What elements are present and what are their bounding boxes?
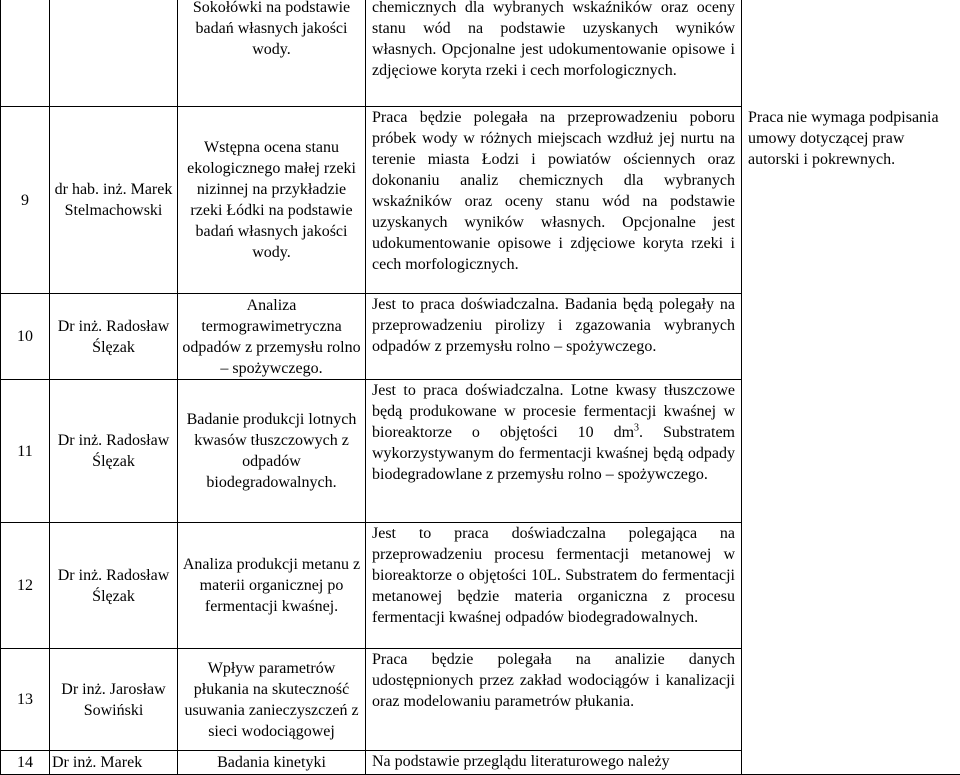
supervisor-cell: Dr inż. Radosław Ślęzak — [50, 294, 178, 380]
description-cell: Praca będzie polegała na analizie danych udostępnionych przez zakład wodociągów i kanalizacji oraz modelowaniu parametrów płukania. — [366, 649, 742, 751]
row-number — [1, 0, 50, 107]
description-cell: Praca będzie polegała na przeprowadzeniu poboru próbek wody w różnych miejscach wzdłuż jej nurtu na terenie miasta Łodzi i powiatów ościennych oraz dokonaniu analiz chemicznych dla wybranych wskaźników oraz oceny stanu wód na podstawie uzyskanych wyników własnych. Opcjonalne jest udokumentowanie opisowe i zdjęciowe koryta rzeki i cech morfologicznych. — [366, 107, 742, 294]
title-cell: Sokołówki na podstawie badań własnych jakości wody. — [178, 0, 366, 107]
title-cell: Analiza termograwimetryczna odpadów z przemysłu rolno – spożywczego. — [178, 294, 366, 380]
title-cell: Badanie produkcji lotnych kwasów tłuszczowych z odpadów biodegradowalnych. — [178, 380, 366, 523]
supervisor-cell: Dr inż. Radosław Ślęzak — [50, 380, 178, 523]
row-number: 11 — [1, 380, 50, 523]
description-text: . Substratem wykorzystywanym do fermentacji kwaśnej będą odpady biodegradowlane z przemysłu rolno – spożywczego. — [372, 424, 735, 483]
description-cell: Na podstawie przeglądu literaturowego należy — [366, 751, 742, 775]
title-cell: Wstępna ocena stanu ekologicznego małej rzeki nizinnej na przykładzie rzeki Łódki na podstawie badań własnych jakości wody. — [178, 107, 366, 294]
title-cell: Analiza produkcji metanu z materii organicznej po fermentacji kwaśnej. — [178, 523, 366, 649]
supervisor-cell — [50, 0, 178, 107]
supervisor-cell: Dr inż. Marek — [50, 751, 178, 775]
description-cell: chemicznych dla wybranych wskaźników oraz oceny stanu wód na podstawie uzyskanych wyników własnych. Opcjonalne jest udokumentowanie opisowe i zdjęciowe koryta rzeki i cech morfologicznych. — [366, 0, 742, 107]
title-cell: Badania kinetyki — [178, 751, 366, 775]
title-cell: Wpływ parametrów płukania na skuteczność usuwania zanieczyszczeń z sieci wodociągowej — [178, 649, 366, 751]
notes-cell — [742, 0, 960, 775]
row-number: 10 — [1, 294, 50, 380]
row-number: 9 — [1, 107, 50, 294]
supervisor-cell: dr hab. inż. Marek Stelmachowski — [50, 107, 178, 294]
description-text: Jest to praca doświadczalna. Lotne kwasy tłuszczowe będą produkowane w procesie fermentacji kwaśnej w bioreaktorze o objętości 10 dm — [372, 382, 735, 441]
supervisor-cell: Dr inż. Jarosław Sowiński — [50, 649, 178, 751]
notes-text: Praca nie wymaga podpisania umowy dotyczącej praw autorski i pokrewnych. — [748, 109, 939, 168]
supervisor-cell: Dr inż. Radosław Ślęzak — [50, 523, 178, 649]
description-cell — [366, 380, 742, 523]
description-cell: Jest to praca doświadczalna polegająca na przeprowadzeniu procesu fermentacji metanowej w bioreaktorze o objętości 10L. Substratem do fermentacji metanowej będzie materia organiczna z procesu fermentacji kwaśnej odpadów biodegradowalnych. — [366, 523, 742, 649]
superscript: 3 — [634, 423, 639, 434]
table-row — [1, 0, 960, 107]
row-number: 12 — [1, 523, 50, 649]
description-cell: Jest to praca doświadczalna. Badania będą polegały na przeprowadzeniu pirolizy i zgazowania wybranych odpadów z przemysłu rolno – spożywczego. — [366, 294, 742, 380]
row-number: 13 — [1, 649, 50, 751]
row-number: 14 — [1, 751, 50, 775]
